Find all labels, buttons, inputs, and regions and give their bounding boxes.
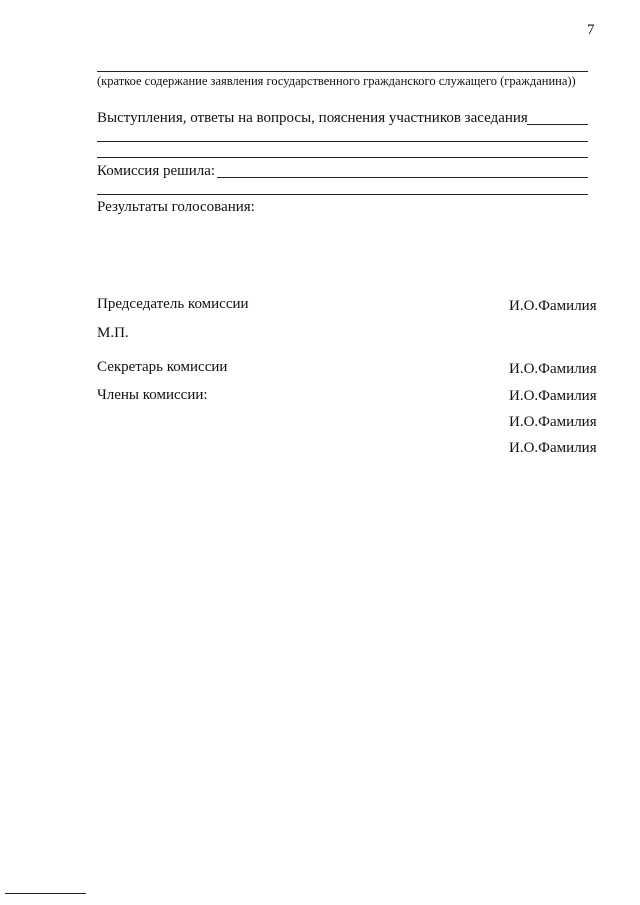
speeches-blank-line	[527, 124, 588, 125]
members-role: Члены комиссии:	[97, 387, 208, 403]
decision-label: Комиссия решила:	[97, 163, 216, 179]
speeches-label: Выступления, ответы на вопросы, пояснения участников заседания	[97, 110, 528, 126]
speeches-blank-line-3	[97, 157, 588, 158]
footer-rule	[5, 893, 86, 894]
decision-blank-line-2	[97, 194, 588, 195]
chairman-role: Председатель комиссии	[97, 296, 249, 312]
page-number: 7	[587, 22, 595, 38]
chairman-name: И.О.Фамилия	[509, 298, 597, 314]
voting-label: Результаты голосования:	[97, 199, 255, 215]
secretary-name: И.О.Фамилия	[509, 361, 597, 377]
seal-label: М.П.	[97, 325, 129, 341]
decision-blank-line	[217, 177, 588, 178]
statement-blank-line	[97, 71, 588, 72]
member-name: И.О.Фамилия	[509, 414, 597, 430]
speeches-blank-line-2	[97, 141, 588, 142]
member-name: И.О.Фамилия	[509, 440, 597, 456]
statement-caption: (краткое содержание заявления государственного гражданского служащего (гражданина))	[97, 74, 576, 88]
member-name: И.О.Фамилия	[509, 388, 597, 404]
secretary-role: Секретарь комиссии	[97, 359, 228, 375]
